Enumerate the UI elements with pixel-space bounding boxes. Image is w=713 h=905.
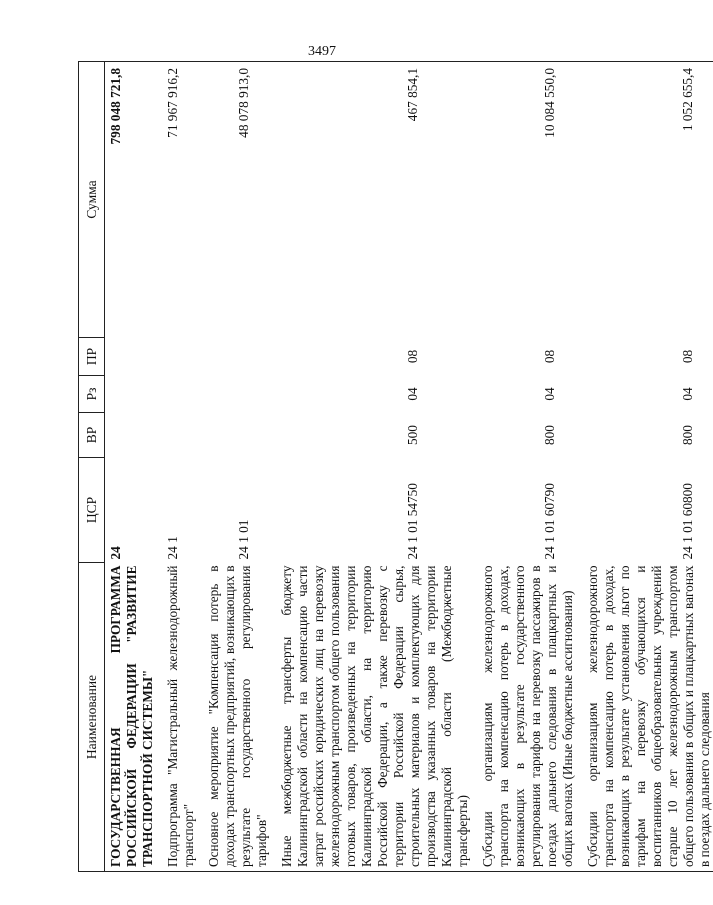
row-rz: 04 bbox=[542, 387, 557, 401]
row-csr: 24 1 01 54750 bbox=[405, 483, 420, 560]
row-csr: 24 1 01 bbox=[236, 519, 251, 560]
header-pr: ПР bbox=[79, 338, 105, 376]
row-rz: 04 bbox=[680, 387, 695, 401]
row-vr bbox=[105, 413, 163, 458]
row-name: Основное мероприятие "Компенсация потерь в доходах транспортных предприятий, возникающих в результате государственного регулирования тарифов" bbox=[203, 563, 276, 872]
row-name: ГОСУДАРСТВЕННАЯ ПРОГРАММА РОССИЙСКОЙ ФЕДЕРАЦИИ "РАЗВИТИЕ ТРАНСПОРТНОЙ СИСТЕМЫ" bbox=[105, 563, 163, 872]
row-name: Субсидии организациям железнодорожного транспорта на компенсацию потерь в доходах, возникающих в результате установления льгот по тарифам на перевозку обучающихся и воспитанников общеобразовательных учреждений старше 10 лет железнодорожным транспортом общего пользования в общих и плацкартных вагонах в поездах дальнего следования bbox=[582, 563, 713, 872]
table-row bbox=[477, 62, 582, 872]
table-row bbox=[162, 62, 203, 872]
row-rz bbox=[203, 376, 276, 413]
row-vr: 800 bbox=[542, 425, 557, 445]
budget-table bbox=[78, 61, 713, 872]
header-rz: Рз bbox=[79, 376, 105, 413]
page-number: 3497 bbox=[308, 44, 336, 59]
row-sum: 798 048 721,8 bbox=[105, 62, 163, 338]
table-row bbox=[203, 62, 276, 872]
row-pr bbox=[162, 338, 203, 376]
header-csr: ЦСР bbox=[79, 458, 105, 563]
row-sum: 1 052 655,4 bbox=[582, 62, 713, 338]
row-pr bbox=[105, 338, 163, 376]
table-row bbox=[276, 62, 477, 872]
row-rz bbox=[162, 376, 203, 413]
row-pr: 08 bbox=[680, 349, 695, 364]
row-pr: 08 bbox=[542, 349, 557, 364]
table-row bbox=[105, 62, 163, 872]
table-row bbox=[582, 62, 713, 872]
row-name: Субсидии организациям железнодорожного транспорта на компенсацию потерь в доходах, возникающих в результате государственного регулирования тарифов на перевозку пассажиров в поездах дальнего следования в плацкартных и общих вагонах (Иные бюджетные ассигнования) bbox=[477, 563, 582, 872]
row-csr: 24 1 bbox=[165, 536, 180, 560]
table-header-row bbox=[79, 62, 105, 872]
header-sum: Сумма bbox=[79, 62, 105, 338]
row-sum: 71 967 916,2 bbox=[162, 62, 203, 338]
row-vr: 500 bbox=[405, 425, 420, 445]
row-sum: 48 078 913,0 bbox=[203, 62, 276, 338]
row-vr bbox=[162, 413, 203, 458]
row-name: Иные межбюджетные трансферты бюджету Калининградской области на компенсацию части затрат российских юридических лиц на перевозку железнодорожным транспортом общего пользования готовых товаров, произведенных на территории Калининградской области, на территорию Российской Федерации, а также перевозку с территории Российской Федерации сырья, строительных материалов и комплектующих для производства указанных товаров на территории Калининградской области (Межбюджетные трансферты) bbox=[276, 563, 477, 872]
row-sum: 467 854,1 bbox=[276, 62, 477, 338]
header-name: Наименование bbox=[79, 563, 105, 872]
row-csr: 24 bbox=[108, 546, 123, 560]
row-name: Подпрограмма "Магистральный железнодорожный транспорт" bbox=[162, 563, 203, 872]
header-vr: ВР bbox=[79, 413, 105, 458]
row-rz: 04 bbox=[405, 387, 420, 401]
row-pr: 08 bbox=[405, 349, 420, 364]
row-rz bbox=[105, 376, 163, 413]
row-sum: 10 084 550,0 bbox=[477, 62, 582, 338]
row-vr bbox=[203, 413, 276, 458]
row-csr: 24 1 01 60800 bbox=[680, 483, 695, 560]
budget-table-rotated bbox=[78, 62, 712, 872]
row-vr: 800 bbox=[680, 425, 695, 445]
row-pr bbox=[203, 338, 276, 376]
row-csr: 24 1 01 60790 bbox=[542, 483, 557, 560]
